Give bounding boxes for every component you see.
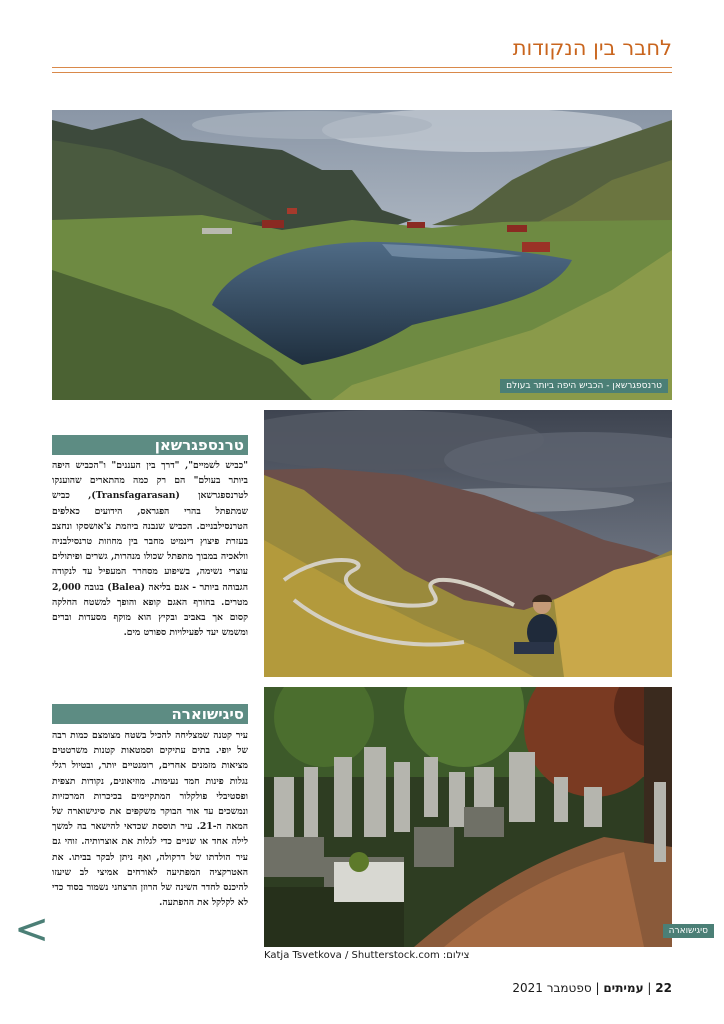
cemetery-photo-caption: סיגישוארה (663, 924, 714, 938)
lake-photo-caption: טרנספגרשאן - הכביש היפה ביותר בעולם (500, 379, 668, 393)
header-rule-top (52, 67, 672, 68)
page-footer: 22 | עמיתים | ספטמבר 2021 (512, 981, 672, 995)
magazine-name: עמיתים (603, 981, 644, 995)
photo-credit (264, 950, 469, 961)
previous-page-chevron-icon[interactable]: < (14, 904, 50, 953)
cemetery-photo (264, 687, 672, 947)
section-heading-sighisoara: סיגישוארה (52, 704, 248, 724)
header-rule-bottom (52, 72, 672, 73)
page-title: לחבר בין הנקודות (512, 36, 672, 60)
section-heading-transfagarasan: טרנספגרשאן (52, 435, 248, 455)
photo-credit-label: צילום: (442, 950, 470, 961)
photo-credit-text: Katja Tsvetkova / Shutterstock.com (264, 950, 440, 961)
page-number: 22 (655, 981, 672, 995)
section-body-transfagarasan: "כביש לשמיים", "דרך בין העננים" ו"הכביש היפה ביותר בעולם" הם רק כמה מהתארים שהוענקו לטרנספגרשאן (Transfagarasan), כביש שמתפתל בהרי הפגראס, הידועים כאלפים הטרנסילבניים. הכביש שנבנה ביוזמת צ'אושסקו ונחצב בעזרת פיצוץ דינמיט מחבר בין מחוזות טרנסילבניה וולאכיה במבוך מתפתל שכולו מנהרות, גשרים ופיתולים עוצרי נשימה, בשיפוע מסחרר המעפיל עד לנקודה הגבוהה ביותר - אגם בליאה (Balea) בגובה 2,000 מטרים. בחורף האגם קופא והופך למשטח החלקה קסום אך באביב ובקיץ הוא מוקף מסעדות וברים ומשמש יעד לפעילויות ספורט מים. (52, 460, 248, 639)
section-body-sighisoara: עיר קטנה שמצליחה להכיל בשטח מצומצם כמות רבה של יופי. בתים עתיקים וסמטאות קטנות משרטטים מציאות מזמנים אחרים, רומנטיים יותר, ובטיול רגלי נגלות פינות חמד נעימות. מוזיאונים, נקודות תצפית ופסטיבלי פולקלור המתקיימים בכיכרות המרכזיות ונמשכים עד אור הבוקר משקפים את סיגישוארה של המאה ה-21. עיר תוססת שכדאי להישאר בה למשך לילה אחד או שניים כדי לגלות את אוצרותיה. זוהי גם עיר הולדתו של דרקולה, ואף ניתן לבקר בביתו. את האטרקציה המפתיעה לאורחים אמיצי לב שיעזו להיכנס לחדר השינה של הרוזן הרצחני נשמור בסוד כדי לא לקלקל את ההפתעה. (52, 730, 248, 909)
road-photo (264, 410, 672, 677)
lake-photo (52, 110, 672, 400)
issue-date: ספטמבר 2021 (512, 981, 592, 995)
